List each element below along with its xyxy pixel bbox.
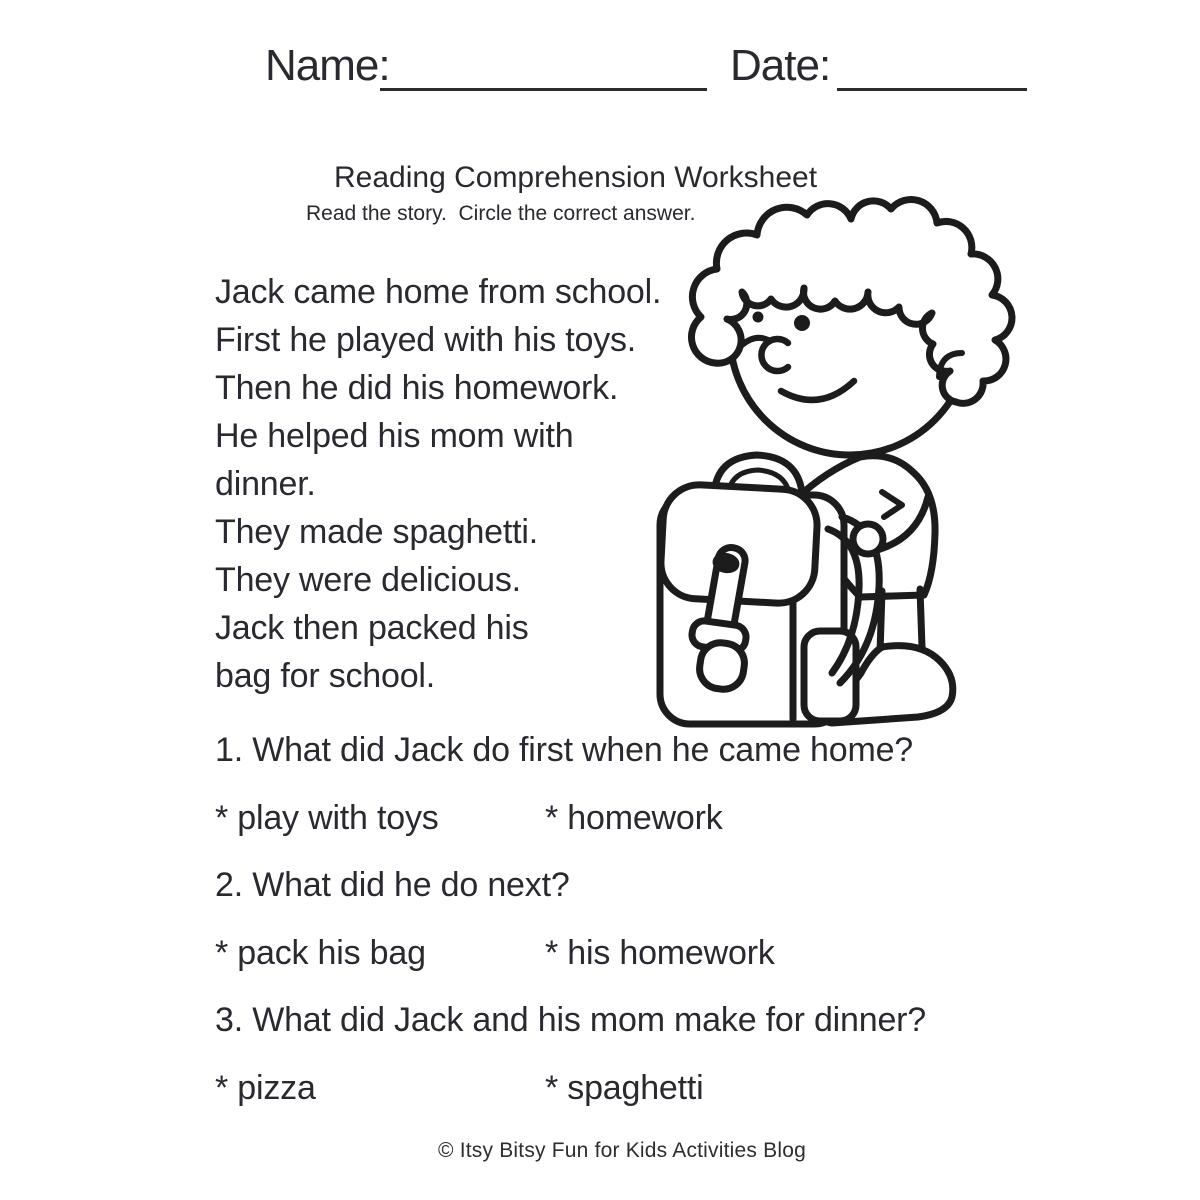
story-line: They were delicious. xyxy=(215,561,521,599)
answer-option-2b[interactable]: * his homework xyxy=(545,934,775,972)
name-blank-line[interactable] xyxy=(380,88,707,91)
story-line: Jack came home from school. xyxy=(215,273,662,311)
story-line: dinner. xyxy=(215,465,316,503)
question-3-text: 3. What did Jack and his mom make for dinner? xyxy=(215,1001,926,1039)
boy-backpack-illustration xyxy=(630,195,1020,740)
story-line: bag for school. xyxy=(215,657,436,695)
answer-option-3a[interactable]: * pizza xyxy=(215,1069,316,1107)
boy-hand xyxy=(853,524,883,554)
answer-option-1a[interactable]: * play with toys xyxy=(215,799,439,837)
date-blank-line[interactable] xyxy=(837,88,1027,91)
story-line: Then he did his homework. xyxy=(215,369,619,407)
footer-credit: © Itsy Bitsy Fun for Kids Activities Blog xyxy=(438,1139,806,1162)
name-label: Name: xyxy=(265,41,390,90)
question-1-text: 1. What did Jack do first when he came home? xyxy=(215,731,913,769)
worksheet-instructions: Read the story. Circle the correct answer. xyxy=(306,202,696,225)
question-2-text: 2. What did he do next? xyxy=(215,866,570,904)
story-line: They made spaghetti. xyxy=(215,513,538,551)
story-line: Jack then packed his xyxy=(215,609,529,647)
boy-left-eye xyxy=(753,312,764,323)
date-label: Date: xyxy=(730,41,831,90)
boy-right-eye xyxy=(794,315,810,331)
worksheet-title: Reading Comprehension Worksheet xyxy=(334,161,818,194)
answer-option-3b[interactable]: * spaghetti xyxy=(545,1069,704,1107)
story-line: First he played with his toys. xyxy=(215,321,637,359)
story-line: He helped his mom with xyxy=(215,417,574,455)
answer-option-1b[interactable]: * homework xyxy=(545,799,723,837)
answer-option-2a[interactable]: * pack his bag xyxy=(215,934,426,972)
